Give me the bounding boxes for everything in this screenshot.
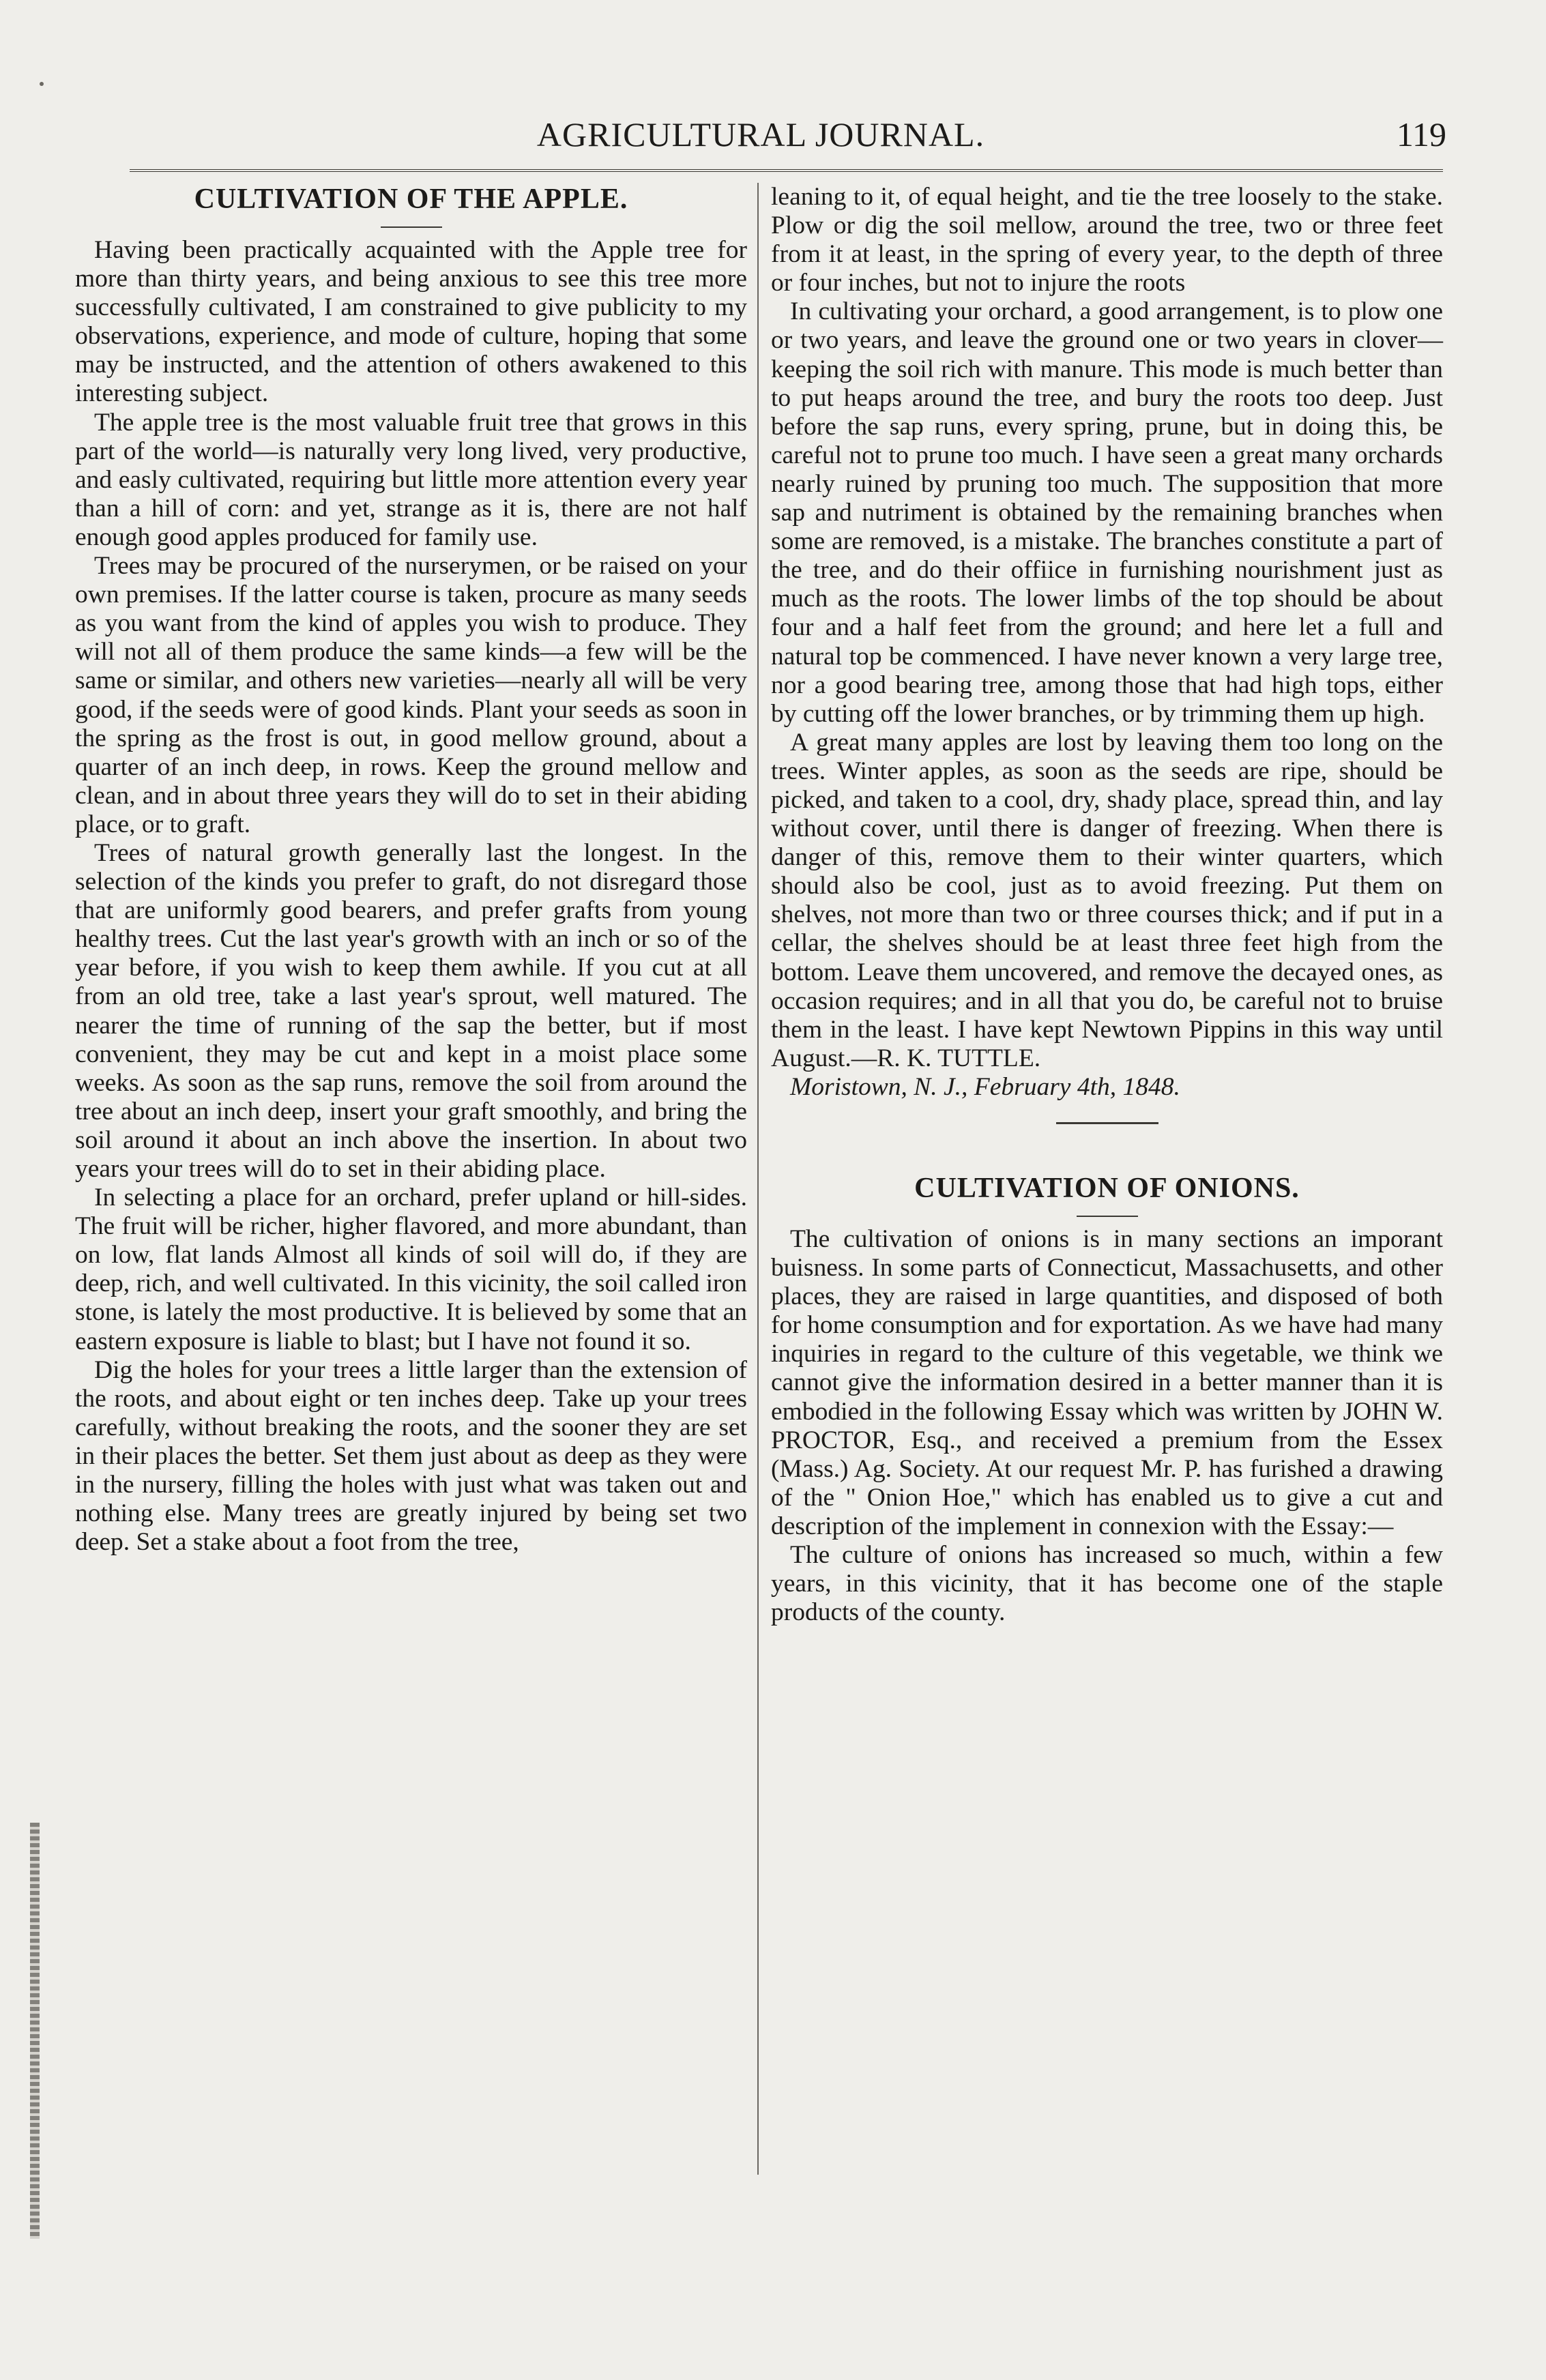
apple-paragraph: The apple tree is the most valuable fruit tree that grows in this part of the world—is naturally very long lived, very productive, and easly cultivated, requiring but little more attention every year than a hill of corn: and yet, strange as it is, there are not half enough good apples produced for family use. — [75, 408, 747, 551]
article-separator — [1056, 1122, 1158, 1124]
apple-continuation: In cultivating your orchard, a good arrangement, is to plow one or two years, and leave the ground one or two years in clover—keeping the soil rich with manure. This mode is much better than to put heaps around the tree, and bury the roots too deep. Just before the sap runs, every spring, prune, but in doing this, be careful not to prune too much. I have seen a great many orchards nearly ruined by pruning too much. The supposition that more sap and nutriment is obtained by the remaining branches when some are removed, is a mistake. The branches constitute a part of the tree, and do their offiice in furnishing nourishment just as much as the roots. The lower limbs of the top should be about four and a half feet from the ground; and here let a full and natural top be commenced. I have never known a very large tree, nor a good bearing tree, among those that had high tops, either by cutting off the lower branches, or by trimming them up high. — [771, 297, 1443, 728]
apple-paragraph: Trees of natural growth generally last the longest. In the selection of the kinds you prefer to graft, do not disregard those that are uniformly good bearers, and prefer grafts from young healthy trees. Cut the last year's growth with an inch or so of the year before, if you wish to keep them awhile. If you cut at all from an old tree, take a last year's sprout, well matured. The nearer the time of running of the sap the better, but if most convenient, they may be cut and kept in a moist place some weeks. As soon as the sap runs, remove the soil from around the tree about an inch deep, insert your graft smoothly, and bring the soil around it about an inch above the insertion. In about two years your trees will do to set in their abiding place. — [75, 838, 747, 1183]
left-column — [75, 183, 747, 1557]
article-title-apple: CULTIVATION OF THE APPLE. — [194, 183, 628, 215]
page-number: 119 — [1396, 115, 1446, 153]
apple-dateline: Moristown, N. J., February 4th, 1848. — [790, 1072, 1180, 1101]
binding-margin-mark — [30, 1823, 40, 2239]
right-column — [771, 183, 1443, 1627]
apple-paragraph: In selecting a place for an orchard, prefer upland or hill-sides. The fruit will be richer, higher flavored, and more abundant, than on low, flat lands Almost all kinds of soil will do, if they are deep, rich, and well cultivated. In this vicinity, the soil called iron stone, is lately the most productive. It is believed by some that an eastern exposure is liable to blast; but I have not found it so. — [75, 1184, 747, 1355]
apple-continuation: A great many apples are lost by leaving them too long on the trees. Winter apples, as soon as the seeds are ripe, should be picked, and taken to a cool, dry, shady place, spread thin, and lay without cover, until there is danger of freezing. When there is danger of this, remove them to their winter quarters, which should also be cool, just as to avoid freezing. Put them on shelves, not more than two or three courses thick; and if put in a cellar, the shelves should be at least three feet high from the bottom. Leave them uncovered, and remove the decayed ones, as occasion requires; and in all that you do, be careful not to bruise them in the least. I have kept Newtown Pippins in this way until August.—R. K. TUTTLE. — [771, 728, 1443, 1072]
apple-paragraph: Having been practically acquainted with the Apple tree for more than thirty years, and being anxious to see this tree more successfully cultivated, I am constrained to give publicity to my observations, experience, and mode of culture, hoping that some may be instructed, and the attention of others awakened to this interesting subject. — [75, 236, 747, 408]
apple-paragraph: Trees may be procured of the nurserymen, or be raised on your own premises. If the latter course is taken, procure as many seeds as you want from the kind of apples you wish to produce. They will not all of them produce the same kinds—a few will be the same or similar, and others new varieties—nearly all will be very good, if the seeds were of good kinds. Plant your seeds as soon in the spring as the frost is out, in good mellow ground, about a quarter of an inch deep, in rows. Keep the ground mellow and clean, and in about three years they will do to set in their abiding place, or to graft. — [75, 552, 747, 838]
title-rule — [1077, 1216, 1138, 1217]
title-rule — [381, 226, 442, 228]
apple-paragraph: Dig the holes for your trees a little larger than the extension of the roots, and about eight or ten inches deep. Take up your trees carefully, without breaking the roots, and the sooner they are set in their places the better. Set them just about as deep as they were in the nursery, filling the holes with just what was taken out and nothing else. Many trees are greatly injured by being set two deep. Set a stake about a foot from the tree, — [75, 1355, 747, 1557]
running-head — [75, 115, 1446, 169]
article-title-onions: CULTIVATION OF ONIONS. — [914, 1173, 1300, 1204]
onion-paragraph: The culture of onions has increased so much, within a few years, in this vicinity, that it has become one of the staple products of the county. — [771, 1541, 1443, 1627]
apple-continuation: leaning to it, of equal height, and tie the tree loosely to the stake. Plow or dig the soil mellow, around the tree, two or three feet from it at least, in the spring of every year, to the depth of three or four inches, but not to injure the roots — [771, 183, 1443, 297]
column-divider — [757, 183, 759, 2175]
onion-paragraph: The cultivation of onions is in many sections an imporant buisness. In some parts of Connecticut, Massachusetts, and other places, they are raised in large quantities, and disposed of both for home consumption and for exportation. As we have had many inquiries in regard to the culture of this vegetable, we think we cannot give the information desired in a better manner than it is embodied in the following Essay which was written by JOHN W. PROCTOR, Esq., and received a premium from the Essex (Mass.) Ag. Society. At our request Mr. P. has furished a drawing of the " Onion Hoe," which has enabled us to give a cut and description of the implement in connexion with the Essay:— — [771, 1225, 1443, 1540]
header-rule — [130, 169, 1443, 172]
ink-speck — [40, 82, 44, 86]
journal-title: AGRICULTURAL JOURNAL. — [536, 115, 985, 153]
